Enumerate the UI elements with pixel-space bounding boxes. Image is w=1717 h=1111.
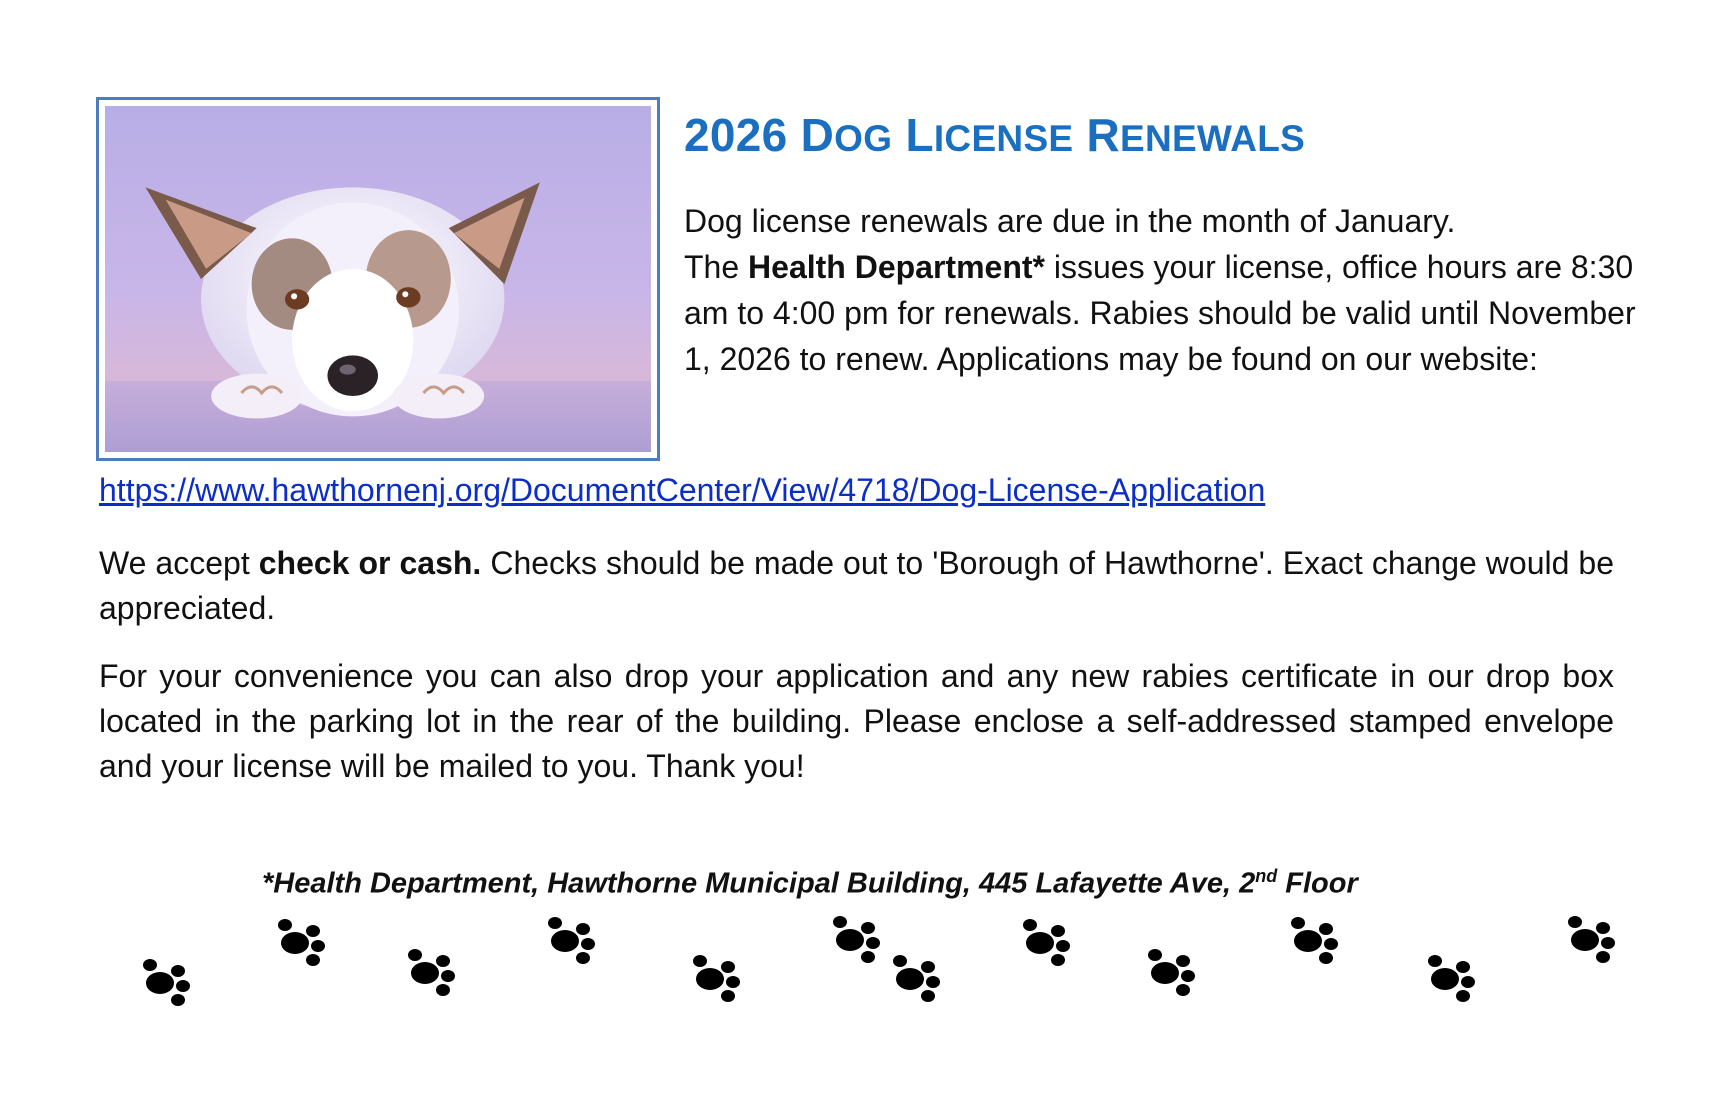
page-title [684,108,1305,162]
intro-line-1: Dog license renewals are due in the month of January. [684,203,1456,239]
health-department-label: Health Department* [748,249,1045,285]
paw-icon [833,916,880,963]
intro-text [684,198,1644,382]
paw-icon [693,955,740,1002]
dog-illustration [105,106,651,452]
footnote: *Health Department, Hawthorne Municipal Building, 445 Lafayette Ave, 2nd Floor [262,866,1358,900]
paw-icon [143,959,190,1006]
intro-line-2: The Health Department* issues your license, office hours are 8:30 am to 4:00 pm for renewals. Rabies should be valid until November 1, 2026 to renew. Applications may be found on our website: [684,249,1636,377]
title-word-dog: DOG [800,109,893,161]
paw-icon [1023,919,1070,966]
title-year: 2026 [684,109,788,161]
paw-icon [893,955,940,1002]
dog-photo [96,97,660,461]
paw-icon [1568,916,1615,963]
payment-paragraph: We accept check or cash. Checks should be made out to 'Borough of Hawthorne'. Exact change would be appreciated. [99,545,1615,626]
paw-icon [408,949,455,996]
title-word-license: LICENSE [905,109,1074,161]
paw-icon [1428,955,1475,1002]
title-word-renewals: RENEWALS [1086,109,1306,161]
paw-prints-decoration [0,900,1717,1020]
paw-icon [1148,949,1195,996]
payment-methods: check or cash. [258,545,482,581]
dropbox-paragraph: For your convenience you can also drop your application and any new rabies certificate in our drop box located in the parking lot in the rear of the building. Please enclose a self-addressed stamped envelope and your license will be mailed to you. Thank you! [99,658,1614,784]
paw-icon [548,917,595,964]
paw-icon [1291,917,1338,964]
application-link[interactable]: https://www.hawthornenj.org/DocumentCenter/View/4718/Dog-License-Application [99,472,1266,508]
paw-icon [278,919,325,966]
